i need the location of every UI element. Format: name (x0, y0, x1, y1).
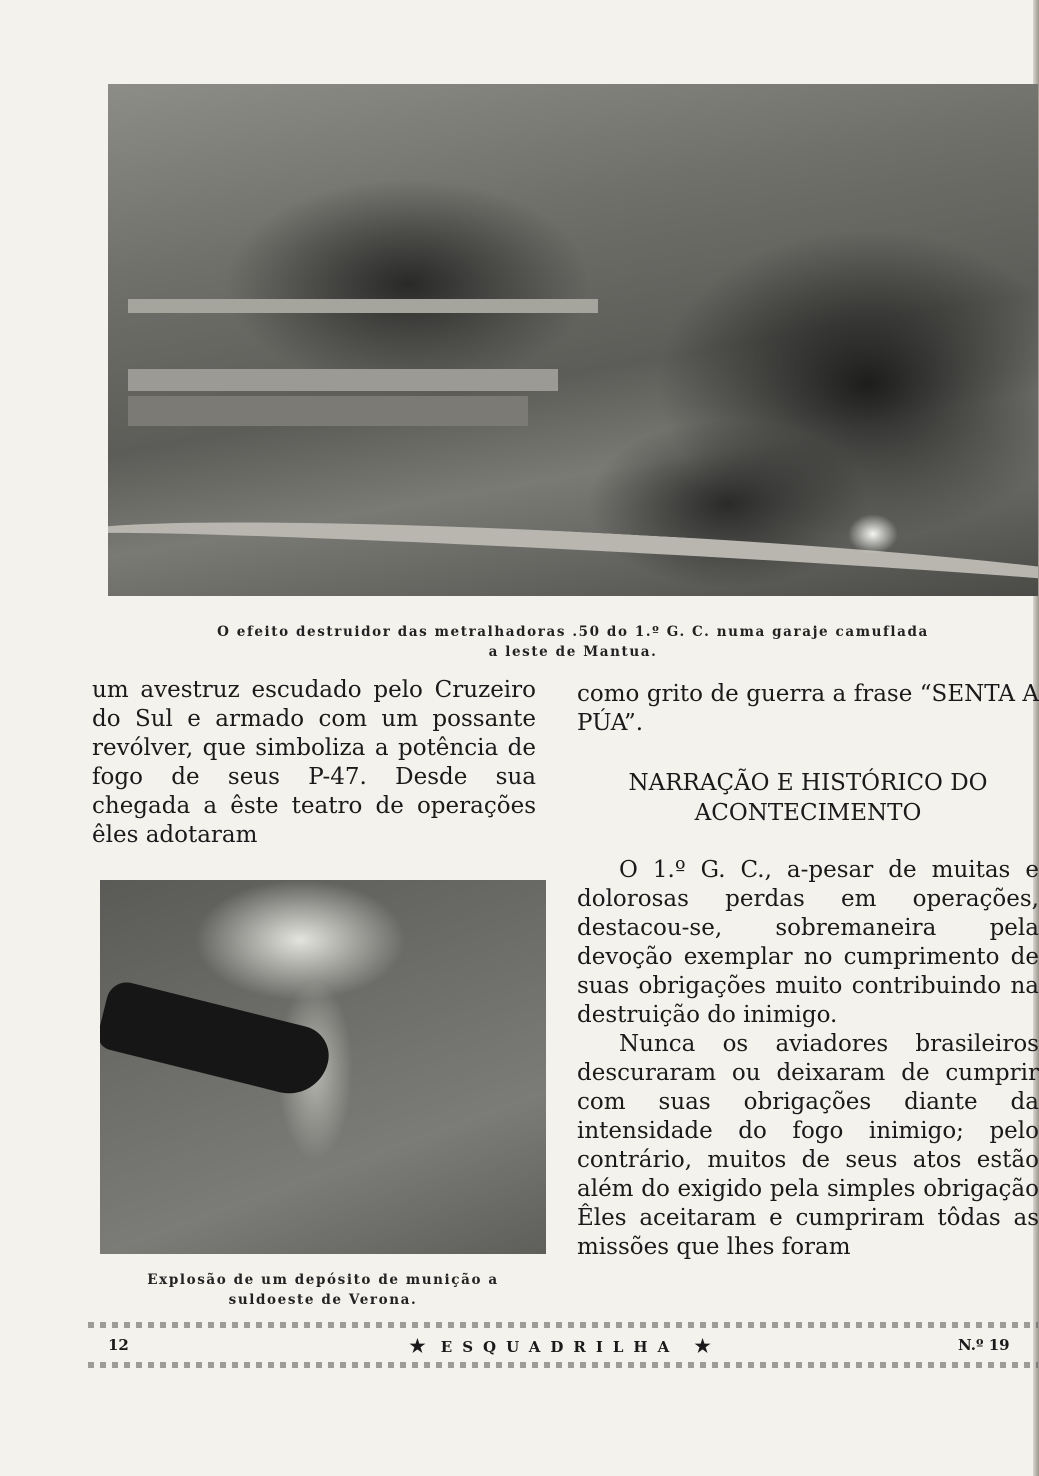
building-roof (128, 299, 598, 313)
smoke-plume (100, 978, 335, 1102)
photo-caption-bottom (100, 1270, 546, 1310)
photo-ammunition-explosion (100, 880, 546, 1254)
road (108, 505, 1038, 596)
issue-number: N.º 19 (958, 1336, 1010, 1354)
building-roof (128, 396, 528, 426)
section-heading (577, 768, 1039, 828)
body-paragraph: O 1.º G. C., a-pesar de muitas e dolorosas perdas em operações, destacou-se, sobremaneira pela devoção exemplar no cumprimento de suas obrigações muito contribuindo na destruição do inimigo. (577, 857, 1039, 1028)
magazine-title (380, 1336, 740, 1357)
caption-line: suldoeste de Verona. (228, 1292, 418, 1308)
photo-caption-top (108, 622, 1038, 662)
body-text: um avestruz escudado pelo Cruzeiro do Sul e armado com um possante revólver, que simboliza a potência de fogo de seus P-47. Desde sua chegada a êste teatro de operações êles adotaram (92, 677, 536, 848)
text-column-left (92, 676, 536, 850)
photo-camouflaged-garage (108, 84, 1038, 596)
fire-flash (848, 514, 898, 554)
footer-rule (88, 1362, 1038, 1368)
caption-line: a leste de Mantua. (488, 644, 658, 660)
magazine-name: ESQUADRILHA (440, 1338, 680, 1356)
caption-line: Explosão de um depósito de munição a (147, 1272, 499, 1288)
star-icon: ★ (409, 1336, 426, 1357)
heading-line: ACONTECIMENTO (694, 800, 922, 826)
footer-rule (88, 1322, 1038, 1328)
star-icon: ★ (694, 1336, 711, 1357)
text-column-right (577, 680, 1039, 1262)
heading-line: NARRAÇÃO E HISTÓRICO DO (628, 770, 988, 796)
page-number: 12 (108, 1336, 129, 1354)
body-text: como grito de guerra a frase “SENTA A PÚA”. (577, 681, 1039, 736)
caption-line: O efeito destruidor das metralhadoras .50 do 1.º G. C. numa garaje camuflada (217, 624, 929, 640)
body-paragraph: Nunca os aviadores brasileiros descuraram ou deixaram de cumprir com suas obrigações diante da intensidade do fogo inimigo; pelo contrário, muitos de seus atos estão além do exigido pela simples obrigação Êles aceitaram e cumpriram tôdas as missões que lhes foram (577, 1031, 1039, 1260)
building-roof (128, 369, 558, 391)
